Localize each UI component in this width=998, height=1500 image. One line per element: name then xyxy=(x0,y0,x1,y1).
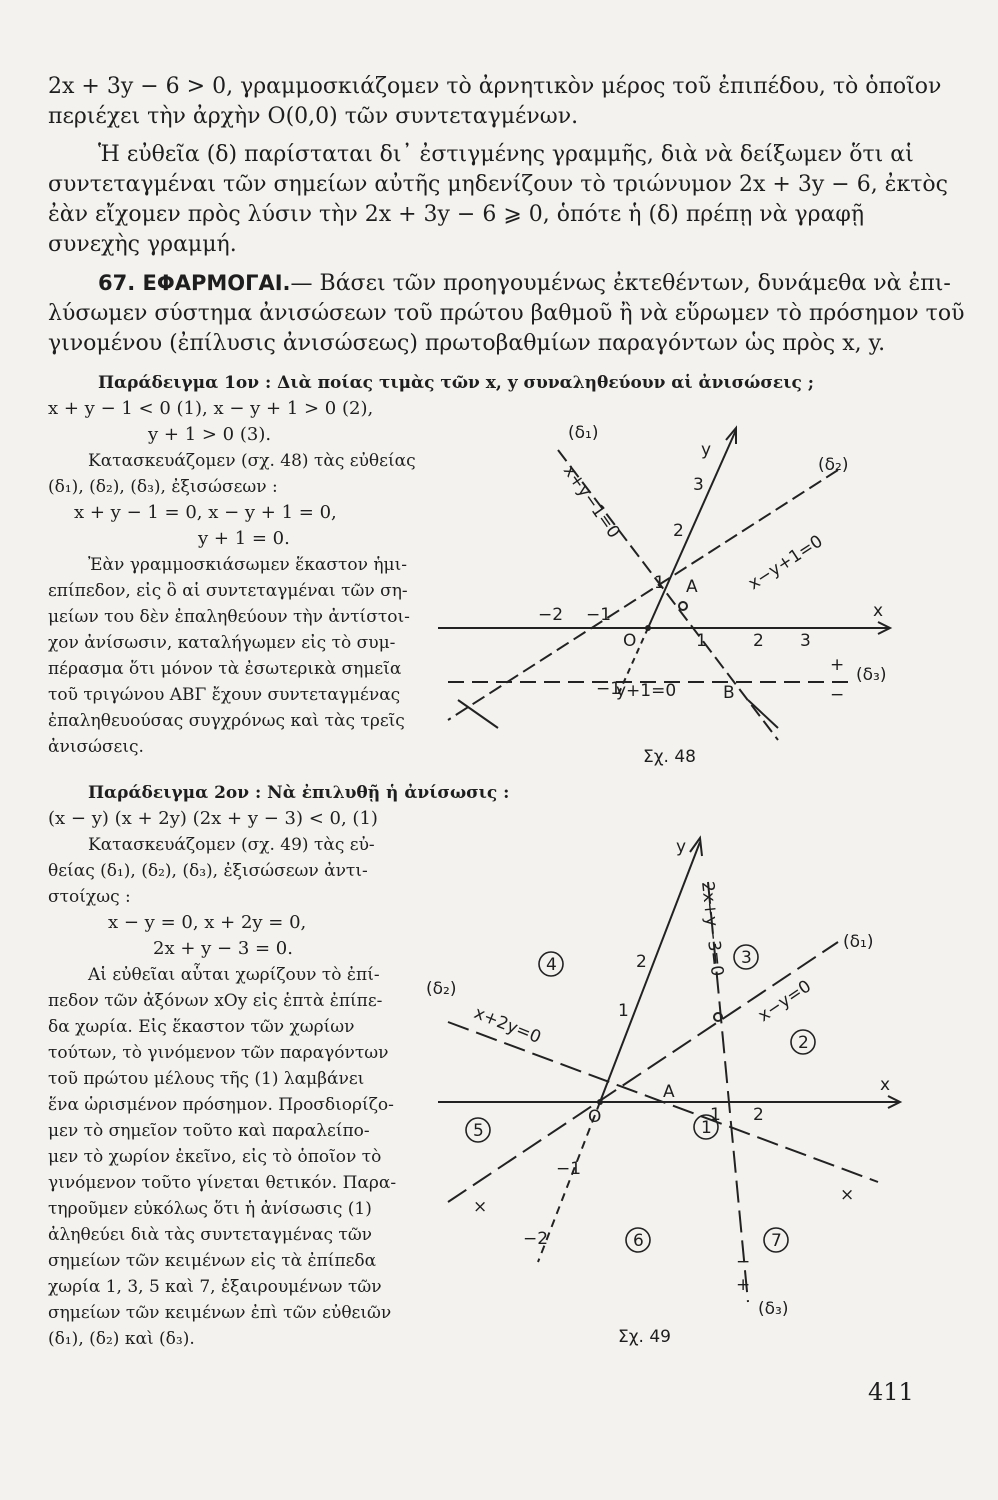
fig49-o-label: O xyxy=(588,1107,602,1127)
fig49-d1-equation: x−y=0 xyxy=(754,976,816,1027)
fig49-d2-equation: x+2y=0 xyxy=(471,1003,544,1048)
fig49-tick: 1 xyxy=(618,1001,629,1021)
intro-line: Ἡ εὐθεῖα (δ) παρίσταται δι᾽ ἐστιγμένης γραμμῆς, διὰ νὰ δείξωμεν ὅτι αἱ xyxy=(98,142,914,167)
fig48-d1-label: (δ₁) xyxy=(568,423,599,443)
region-3-label: 3 xyxy=(741,948,752,968)
intro-line: ἐὰν εἴχομεν πρὸς λύσιν τὴν 2x + 3y − 6 ⩾ 0, ὁπότε ἡ (δ) πρέπῃ νὰ γραφῇ xyxy=(48,202,865,227)
example1-text: Ἐὰν γραμμοσκιάσωμεν ἕκαστον ἡμι- xyxy=(88,555,407,575)
example2-text: μεν τὸ χωρίον ἐκεῖνο, εἰς τὸ ὁποῖον τὸ xyxy=(48,1147,382,1167)
hatch-mark xyxy=(458,700,498,728)
fig48-caption: Σχ. 48 xyxy=(643,747,697,767)
fig49-tick: 2 xyxy=(636,952,647,972)
intro-paragraph xyxy=(48,72,948,260)
section-67 xyxy=(48,268,965,359)
fig48-minus-sign: − xyxy=(830,685,845,705)
fig49-tick: −2 xyxy=(523,1229,549,1249)
figure-49 xyxy=(418,822,918,1362)
region-5-label: 5 xyxy=(473,1121,484,1141)
y-axis xyxy=(648,430,736,628)
region-2-label: 2 xyxy=(798,1033,809,1053)
example2-column xyxy=(48,780,510,1352)
example2-text: πεδον τῶν ἀξόνων xOy εἰς ἑπτὰ ἐπίπε- xyxy=(48,991,383,1011)
fig48-tick: 2 xyxy=(673,521,684,541)
fig49-x-label: x xyxy=(880,1075,891,1095)
example2-title: Παράδειγμα 2ον : Νὰ ἐπιλυθῇ ἡ ἀνίσωσις : xyxy=(88,783,510,803)
example2-text: χωρία 1, 3, 5 καὶ 7, ἐξαιρουμένων τῶν xyxy=(48,1277,382,1297)
fig48-d1-equation: x+y−1=0 xyxy=(558,461,624,543)
point-a xyxy=(679,602,687,610)
example2-text: Κατασκευάζομεν (σχ. 49) τὰς εὐ- xyxy=(88,835,375,855)
fig48-b-label: B xyxy=(723,683,735,703)
fig49-a-label: A xyxy=(663,1082,675,1102)
fig49-tick: 1 xyxy=(710,1105,721,1125)
fig49-minus-sign: − xyxy=(736,1252,751,1272)
example1-text: τοῦ τριγώνου ΑΒΓ ἔχουν συντεταγμένας xyxy=(48,685,401,705)
example1-title-wrap xyxy=(48,368,928,398)
example1-text: μείων του δὲν ἐπαληθεύουν τὴν ἀντίστοι- xyxy=(48,607,410,627)
fig49-d2-label: (δ₂) xyxy=(426,979,457,999)
fig48-tick: 3 xyxy=(800,631,811,651)
example2-text: μεν τὸ σημεῖον τοῦτο καὶ παραλείπο- xyxy=(48,1121,370,1141)
example2-text: σημείων τῶν κειμένων εἰς τὰ ἐπίπεδα xyxy=(48,1251,377,1271)
section-first-line xyxy=(48,268,951,299)
example1-inequality: y + 1 > 0 (3). xyxy=(148,424,272,445)
fig48-tick: 1 xyxy=(696,631,707,651)
example2-text: θείας (δ₁), (δ₂), (δ₃), ἐξισώσεων ἀντι- xyxy=(48,861,368,881)
example2-text: Αἱ εὐθεῖαι αὗται χωρίζουν τὸ ἐπί- xyxy=(88,965,380,985)
section-line: γινομένου (ἐπίλυσις ἀνισώσεως) πρωτοβαθμίων παραγόντων ὡς πρὸς x, y. xyxy=(48,331,886,356)
example2-text: (δ₁), (δ₂) καὶ (δ₃). xyxy=(48,1329,195,1349)
fig49-d3-equation: 2x+y−3=0 xyxy=(697,880,727,978)
hatch-mark xyxy=(748,700,778,728)
intro-line: συντεταγμέναι τῶν σημείων αὐτῆς μηδενίζουν τὸ τριώνυμον 2x + 3y − 6, ἐκτὸς xyxy=(48,172,948,197)
section-line: — Βάσει τῶν προηγουμένως ἐκτεθέντων, δυνάμεθα νὰ ἐπι- xyxy=(290,271,951,296)
origin-point xyxy=(645,625,651,631)
intro-line: περιέχει τὴν ἀρχὴν Ο(0,0) τῶν συντεταγμένων. xyxy=(48,104,579,129)
example2-equation: x − y = 0, x + 2y = 0, xyxy=(108,912,307,933)
section-heading: 67. ΕΦΑΡΜΟΓΑΙ. xyxy=(98,271,291,295)
example1-text: πέρασμα ὅτι μόνον τὰ ἐσωτερικὰ σημεῖα xyxy=(48,659,402,679)
fig49-tick: 2 xyxy=(753,1105,764,1125)
example1-text: (δ₁), (δ₂), (δ₃), ἐξισώσεων : xyxy=(48,477,278,497)
fig48-a-label: A xyxy=(686,577,698,597)
example2-text: στοίχως : xyxy=(48,887,131,907)
example2-text: γινόμενον τοῦτο γίνεται θετικόν. Παρα- xyxy=(48,1173,397,1193)
example1-text: χον ἀνίσωσιν, καταλήγωμεν εἰς τὸ συμ- xyxy=(48,633,396,653)
example1-column xyxy=(48,396,416,760)
example1-inequality: x + y − 1 < 0 (1), x − y + 1 > 0 (2), xyxy=(48,398,374,419)
fig48-tick: −2 xyxy=(538,605,564,625)
section-line: λύσωμεν σύστημα ἀνισώσεων τοῦ πρώτου βαθμοῦ ἢ νὰ εὕρωμεν τὸ πρόσημον τοῦ xyxy=(48,301,965,326)
y-axis xyxy=(600,842,700,1102)
region-1-label: 1 xyxy=(701,1118,712,1138)
fig48-tick: 2 xyxy=(753,631,764,651)
intro-line: συνεχὴς γραμμή. xyxy=(48,232,237,257)
fig48-x-label: x xyxy=(873,601,884,621)
fig48-y-label: y xyxy=(701,440,712,460)
fig48-tick: −1 xyxy=(586,605,612,625)
example2-equation: 2x + y − 3 = 0. xyxy=(153,938,293,959)
example1-text: ἀνισώσεις. xyxy=(48,737,144,757)
figure-48 xyxy=(418,410,918,780)
example2-text: ἕνα ὡρισμένον πρόσημον. Προσδιορίζο- xyxy=(48,1095,394,1115)
intro-line: 2x + 3y − 6 > 0, γραμμοσκιάζομεν τὸ ἀρνητικὸν μέρος τοῦ ἐπιπέδου, τὸ ὁποῖον xyxy=(48,74,942,99)
fig49-d1-label: (δ₁) xyxy=(843,932,874,952)
fig49-tick: −1 xyxy=(556,1159,582,1179)
fig48-o-label: O xyxy=(623,631,637,651)
fig48-tick: 3 xyxy=(693,475,704,495)
example1-text: επίπεδον, εἰς ὃ αἱ συντεταγμέναι τῶν ση- xyxy=(48,581,408,601)
region-6-label: 6 xyxy=(633,1231,644,1251)
fig48-d3-equation: y+1=0 xyxy=(616,681,677,701)
line-d1 xyxy=(448,942,838,1202)
example1-text: ἐπαληθευούσας συγχρόνως καὶ τὰς τρεῖς xyxy=(48,711,405,731)
fig49-cross-mark: × xyxy=(473,1197,488,1217)
example2-text: τοῦ πρώτου μέλους τῆς (1) λαμβάνει xyxy=(48,1069,365,1089)
fig49-cross-mark: × xyxy=(840,1185,855,1205)
example1-title: Παράδειγμα 1ον : Διὰ ποίας τιμὰς τῶν x, y συναληθεύουν αἱ ἀνισώσεις ; xyxy=(98,373,815,393)
example1-equation: x + y − 1 = 0, x − y + 1 = 0, xyxy=(74,502,337,523)
fig49-plus-sign: + xyxy=(736,1275,751,1295)
example2-text: δα χωρία. Εἰς ἕκαστον τῶν χωρίων xyxy=(48,1017,355,1037)
example2-text: ἀληθεύει διὰ τὰς συντεταγμένας τῶν xyxy=(48,1225,373,1245)
example1-equation: y + 1 = 0. xyxy=(198,528,290,549)
example2-inequality: (x − y) (x + 2y) (2x + y − 3) < 0, (1) xyxy=(48,808,378,829)
example2-text: σημείων τῶν κειμένων ἐπὶ τῶν εὐθειῶν xyxy=(48,1303,392,1323)
example1-text: Κατασκευάζομεν (σχ. 48) τὰς εὐθείας xyxy=(88,451,416,471)
page-number: 411 xyxy=(868,1378,914,1406)
example2-text: τηροῦμεν εὐκόλως ὅτι ἡ ἀνίσωσις (1) xyxy=(48,1199,372,1219)
fig48-plus-sign: + xyxy=(830,655,845,675)
fig48-d3-label: (δ₃) xyxy=(856,665,887,685)
region-4-label: 4 xyxy=(546,955,557,975)
fig49-caption: Σχ. 49 xyxy=(618,1327,672,1347)
example2-text: τούτων, τὸ γινόμενον τῶν παραγόντων xyxy=(48,1043,389,1063)
fig49-y-label: y xyxy=(676,837,687,857)
fig48-tick: 1 xyxy=(654,573,665,593)
fig49-d3-label: (δ₃) xyxy=(758,1299,789,1319)
origin-point xyxy=(597,1099,603,1105)
region-7-label: 7 xyxy=(771,1231,782,1251)
fig48-d2-equation: x−y+1=0 xyxy=(744,531,827,595)
fig48-d2-label: (δ₂) xyxy=(818,455,849,475)
fig48-tick: −1 xyxy=(596,679,622,699)
